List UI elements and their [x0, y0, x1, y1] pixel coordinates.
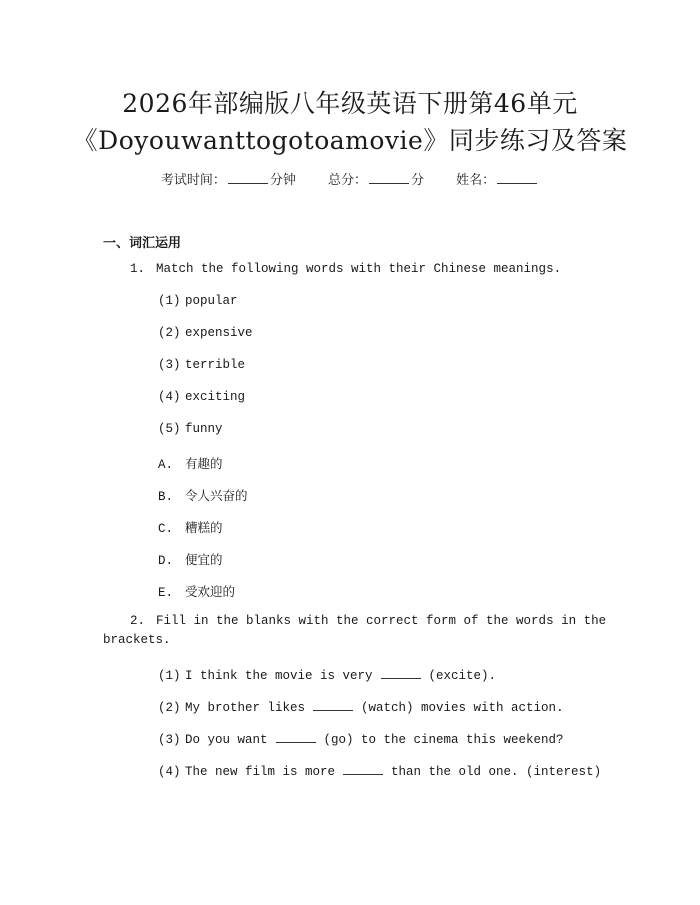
question-2	[130, 614, 606, 628]
score-unit: 分	[411, 173, 425, 188]
word-item: (3) terrible	[158, 358, 246, 372]
name-blank	[497, 171, 537, 184]
score-label: 总分：	[327, 173, 367, 188]
student-name	[456, 173, 539, 188]
meaning-option: C. 糟糕的	[158, 520, 223, 536]
answer-blank[interactable]	[276, 730, 316, 743]
meaning-option: B. 令人兴奋的	[158, 488, 248, 504]
score-blank	[369, 171, 409, 184]
time-blank	[228, 171, 268, 184]
question-text: Match the following words with their Chinese meanings.	[156, 262, 562, 276]
section-heading: 一、词汇运用	[103, 236, 182, 251]
word-item: (5) funny	[158, 422, 223, 436]
word-item: (1) popular	[158, 294, 238, 308]
total-score	[328, 173, 428, 188]
word-item: (2) expensive	[158, 326, 253, 340]
answer-blank[interactable]	[343, 762, 383, 775]
question-1	[130, 262, 561, 276]
answer-blank[interactable]	[313, 698, 353, 711]
page-title-line2: 《Doyouwanttogotoamovie》同步练习及答案	[72, 126, 628, 155]
fill-item: (3) Do you want (go) to the cinema this weekend?	[158, 730, 564, 747]
meaning-option: E. 受欢迎的	[158, 584, 236, 600]
question-number: 2.	[130, 614, 146, 628]
time-label: 考试时间：	[160, 173, 226, 188]
question-text-continued: brackets.	[103, 633, 171, 647]
question-number: 1.	[130, 262, 146, 276]
answer-blank[interactable]	[381, 666, 421, 679]
fill-item: (4) The new film is more than the old one. (interest)	[158, 762, 601, 779]
fill-item: (2) My brother likes (watch) movies with action.	[158, 698, 564, 715]
name-label: 姓名：	[456, 173, 496, 188]
meaning-option: D. 便宜的	[158, 552, 223, 568]
exam-info-bar	[0, 169, 700, 188]
word-item: (4) exciting	[158, 390, 246, 404]
page-title-line1: 2026年部编版八年级英语下册第46单元	[122, 89, 578, 118]
meaning-option: A. 有趣的	[158, 456, 223, 472]
time-unit: 分钟	[269, 173, 296, 188]
exam-time	[161, 173, 300, 188]
question-text: Fill in the blanks with the correct form of the words in the	[156, 614, 607, 628]
fill-item: (1) I think the movie is very (excite).	[158, 666, 496, 683]
